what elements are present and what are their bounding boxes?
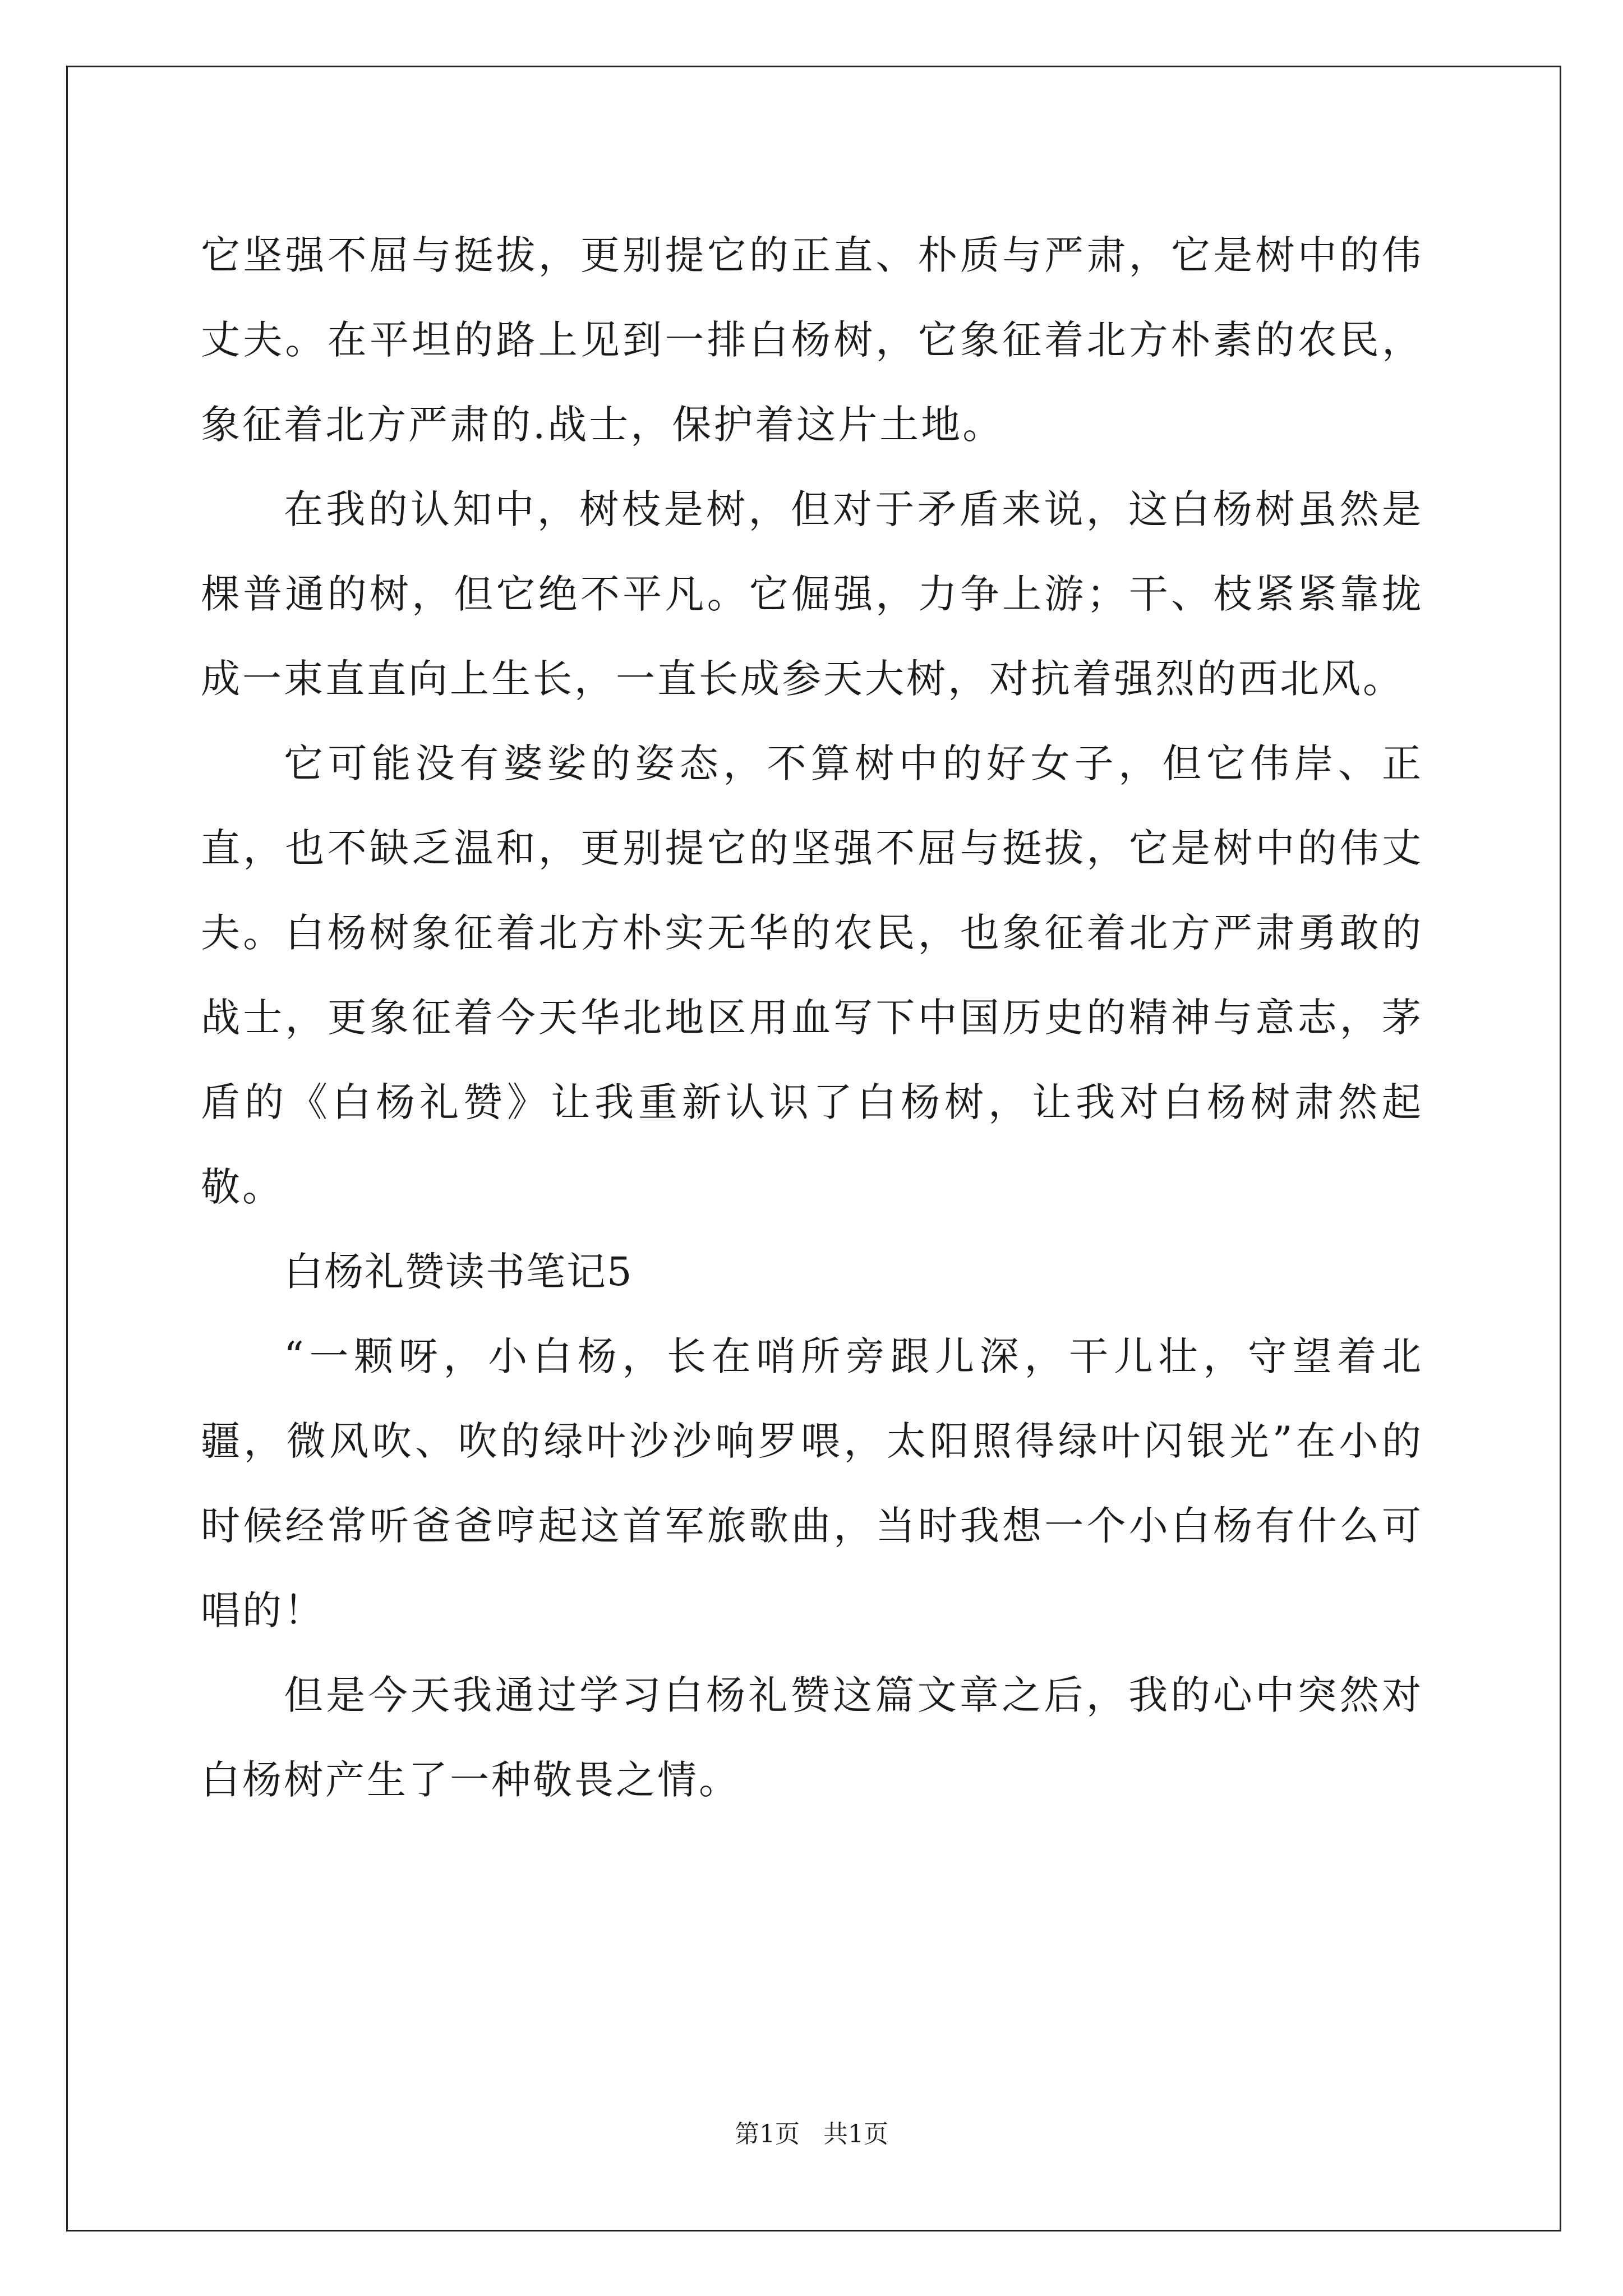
paragraph-reflection: 但是今天我通过学习白杨礼赞这篇文章之后，我的心中突然对白杨树产生了一种敬畏之情。 (201, 1672, 1423, 1803)
document-body (201, 213, 1423, 1823)
paragraph-cognition: 在我的认知中，树枝是树，但对于矛盾来说，这白杨树虽然是棵普通的树，但它绝不平凡。它倔强，力争上游；干、枝紧紧靠拢成一束直直向上生长，一直长成参天大树，对抗着强烈的西北风。 (201, 486, 1423, 702)
paragraph-symbolism: 它可能没有婆娑的姿态，不算树中的好女子，但它伟岸、正直，也不缺乏温和，更别提它的坚强不屈与挺拔，它是树中的伟丈夫。白杨树象征着北方朴实无华的农民，也象征着北方严肃勇敢的战士，更象征着今天华北地区用血写下中国历史的精神与意志，茅盾的《白杨礼赞》让我重新认识了白杨树，让我对白杨树肃然起敬。 (201, 740, 1423, 1210)
paragraph-continuation: 它坚强不屈与挺拔，更别提它的正直、朴质与严肃，它是树中的伟丈夫。在平坦的路上见到一排白杨树，它象征着北方朴素的农民，象征着北方严肃的.战士，保护着这片土地。 (201, 232, 1423, 448)
paragraph-song: “一颗呀，小白杨，长在哨所旁跟儿深，干儿壮，守望着北疆，微风吹、吹的绿叶沙沙响罗喂，太阳照得绿叶闪银光”在小的时候经常听爸爸哼起这首军旅歌曲，当时我想一个小白杨有什么可唱的！ (201, 1333, 1423, 1634)
page-footer: 第1页 共1页 (735, 2120, 888, 2148)
section-heading: 白杨礼赞读书笔记5 (284, 1249, 633, 1295)
